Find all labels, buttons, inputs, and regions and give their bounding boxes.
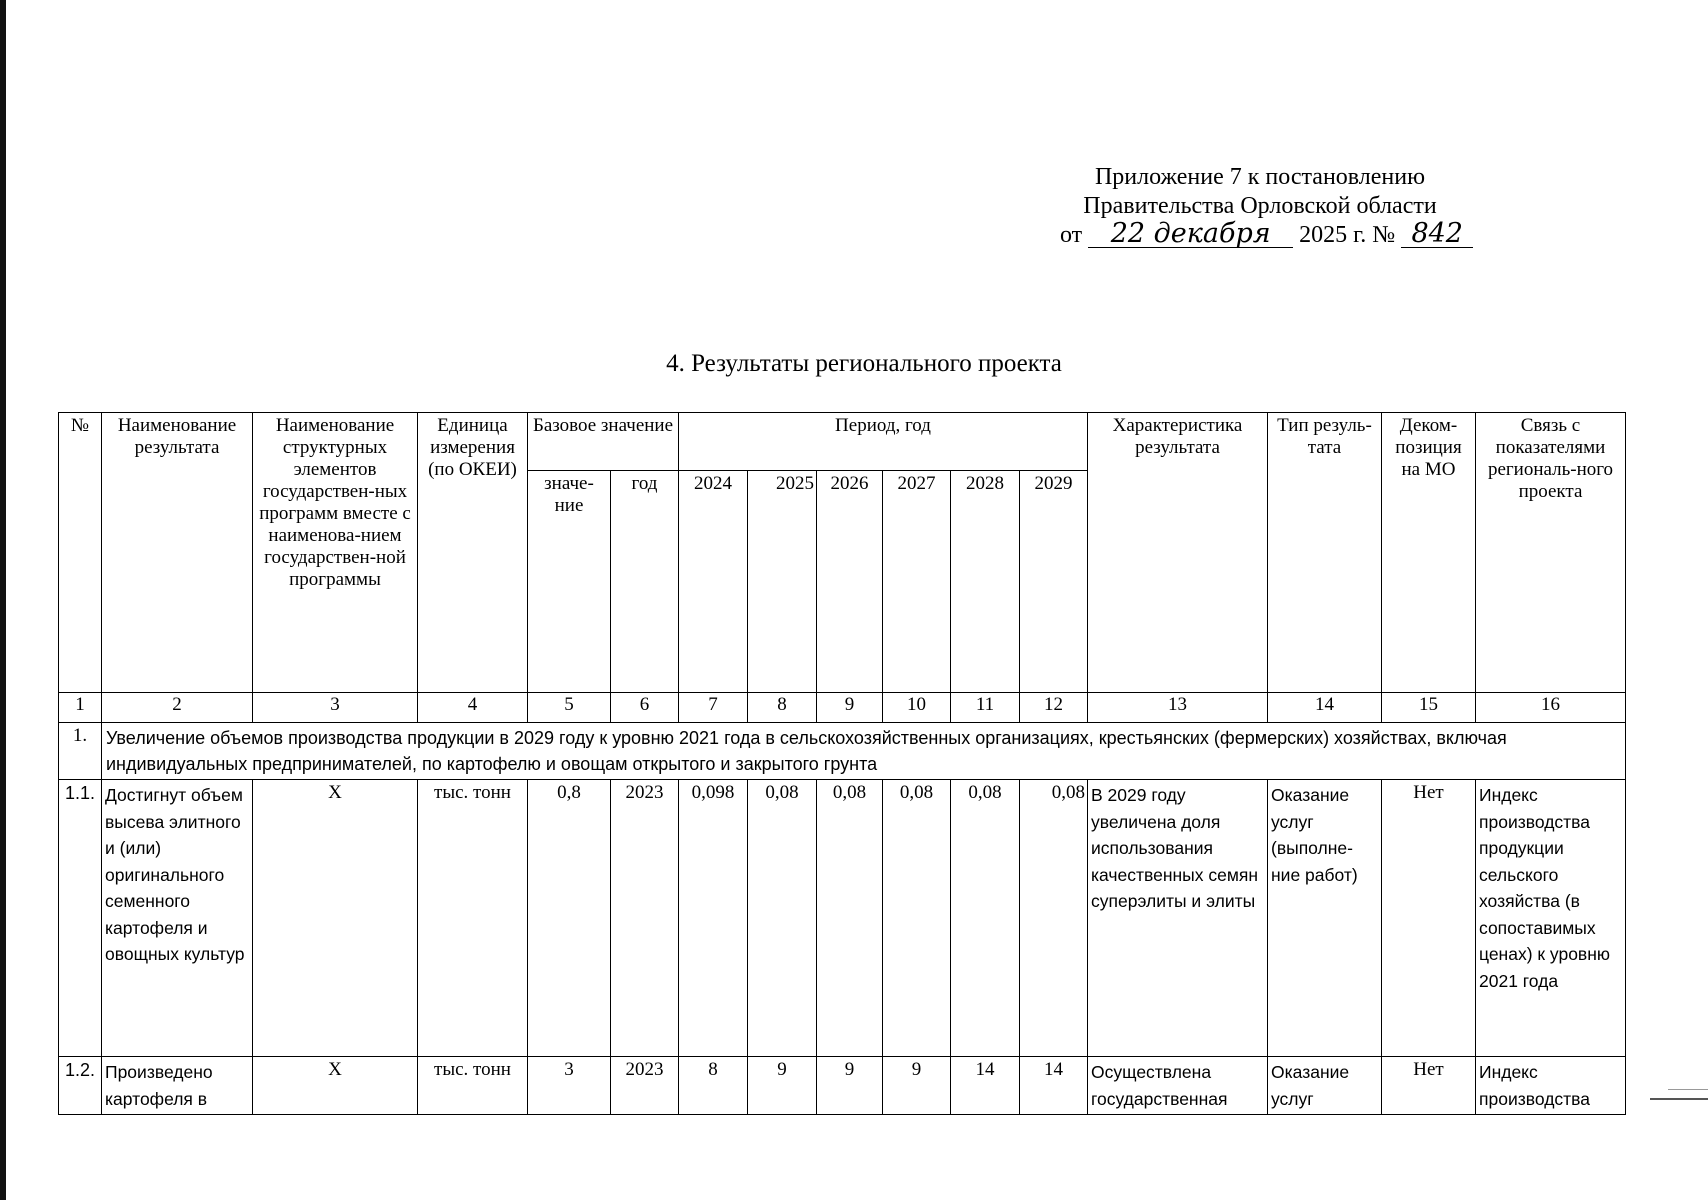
column-number: 16 [1476, 693, 1626, 723]
column-number: 3 [253, 693, 418, 723]
header-year: 2025 [748, 471, 817, 693]
section-row [59, 723, 1626, 780]
column-number: 8 [748, 693, 817, 723]
table-row [59, 780, 1626, 1057]
row-characteristic: Осуществлена государственная [1088, 1057, 1268, 1115]
column-number: 4 [418, 693, 528, 723]
row-value: 0,08 [817, 780, 883, 1057]
header-result-name: Наименование результата [102, 413, 253, 693]
column-number: 10 [883, 693, 951, 723]
header-year: 2026 [817, 471, 883, 693]
header-row [59, 413, 1626, 471]
row-value: 0,08 [748, 780, 817, 1057]
column-number: 12 [1020, 693, 1088, 723]
column-number: 1 [59, 693, 102, 723]
column-number: 2 [102, 693, 253, 723]
header-type: Тип резуль-тата [1268, 413, 1382, 693]
row-base-value: 3 [528, 1057, 611, 1115]
row-type: Оказание услуг (выполне-ние работ) [1268, 780, 1382, 1057]
column-number: 11 [951, 693, 1020, 723]
row-unit: тыс. тонн [418, 1057, 528, 1115]
results-table [58, 412, 1626, 1115]
section-text: Увеличение объемов производства продукции в 2029 году к уровню 2021 года в сельскохозяйственных организациях, крестьянских (фермерских) хозяйствах, включая индивидуальных предпринимателей, по картофелю и овощам открытого и закрытого грунта [102, 723, 1626, 780]
handwritten-number-signature: 842 [1401, 221, 1473, 248]
header-period: Период, год [679, 413, 1088, 471]
row-link: Индекс производства [1476, 1057, 1626, 1115]
from-label: от [1060, 222, 1083, 248]
row-base-year: 2023 [611, 1057, 679, 1115]
row-value: 0,08 [1020, 780, 1088, 1057]
column-number: 6 [611, 693, 679, 723]
column-number: 15 [1382, 693, 1476, 723]
page-title: 4. Результаты регионального проекта [666, 350, 1062, 377]
row-number: 1.1. [59, 780, 102, 1057]
header-structural-elements: Наименование структурных элементов государствен-ных программ вместе с наименова-нием государствен-ной программы [253, 413, 418, 693]
scan-artifact-line [1650, 1098, 1708, 1100]
row-structural-element: X [253, 780, 418, 1057]
header-characteristic: Характеристика результата [1088, 413, 1268, 693]
header-base-val: значе-ние [528, 471, 611, 693]
table-row [59, 1057, 1626, 1115]
column-number: 5 [528, 693, 611, 723]
appendix-line-1: Приложение 7 к постановлению [1094, 164, 1426, 190]
column-number: 14 [1268, 693, 1382, 723]
row-decomposition: Нет [1382, 780, 1476, 1057]
appendix-line-3 [1060, 218, 1463, 250]
handwritten-date-signature: 22 декабря [1088, 221, 1293, 248]
row-result-name: Достигнут объем высева элитного и (или) оригинального семенного картофеля и овощных культур [102, 780, 253, 1057]
row-base-value: 0,8 [528, 780, 611, 1057]
appendix-line-2: Правительства Орловской области [1083, 193, 1437, 219]
year-label: 2025 г. № [1299, 222, 1396, 248]
row-decomposition: Нет [1382, 1057, 1476, 1115]
row-value: 14 [951, 1057, 1020, 1115]
row-base-year: 2023 [611, 780, 679, 1057]
header-base-year: год [611, 471, 679, 693]
column-number: 9 [817, 693, 883, 723]
row-number: 1.2. [59, 1057, 102, 1115]
appendix-header [1060, 163, 1463, 250]
column-number-row [59, 693, 1626, 723]
row-value: 0,08 [951, 780, 1020, 1057]
row-structural-element: X [253, 1057, 418, 1115]
header-year: 2027 [883, 471, 951, 693]
row-value: 8 [679, 1057, 748, 1115]
column-number: 13 [1088, 693, 1268, 723]
row-value: 9 [748, 1057, 817, 1115]
row-value: 9 [883, 1057, 951, 1115]
row-value: 0,098 [679, 780, 748, 1057]
row-link: Индекс производства продукции сельского хозяйства (в сопоставимых ценах) к уровню 2021 года [1476, 780, 1626, 1057]
header-year: 2028 [951, 471, 1020, 693]
scan-left-edge [0, 0, 6, 1200]
row-unit: тыс. тонн [418, 780, 528, 1057]
row-type: Оказание услуг [1268, 1057, 1382, 1115]
header-unit: Единица измерения (по ОКЕИ) [418, 413, 528, 693]
column-number: 7 [679, 693, 748, 723]
row-value: 14 [1020, 1057, 1088, 1115]
header-decomposition: Деком-позиция на МО [1382, 413, 1476, 693]
header-link: Связь с показателями региональ-ного проекта [1476, 413, 1626, 693]
row-value: 9 [817, 1057, 883, 1115]
header-year: 2024 [679, 471, 748, 693]
header-no: № [59, 413, 102, 693]
section-number: 1. [59, 723, 102, 780]
row-characteristic: В 2029 году увеличена доля использования качественных семян суперэлиты и элиты [1088, 780, 1268, 1057]
header-base-value: Базовое значение [528, 413, 679, 471]
scan-artifact-line [1668, 1089, 1708, 1090]
header-year: 2029 [1020, 471, 1088, 693]
row-value: 0,08 [883, 780, 951, 1057]
row-result-name: Произведено картофеля в [102, 1057, 253, 1115]
